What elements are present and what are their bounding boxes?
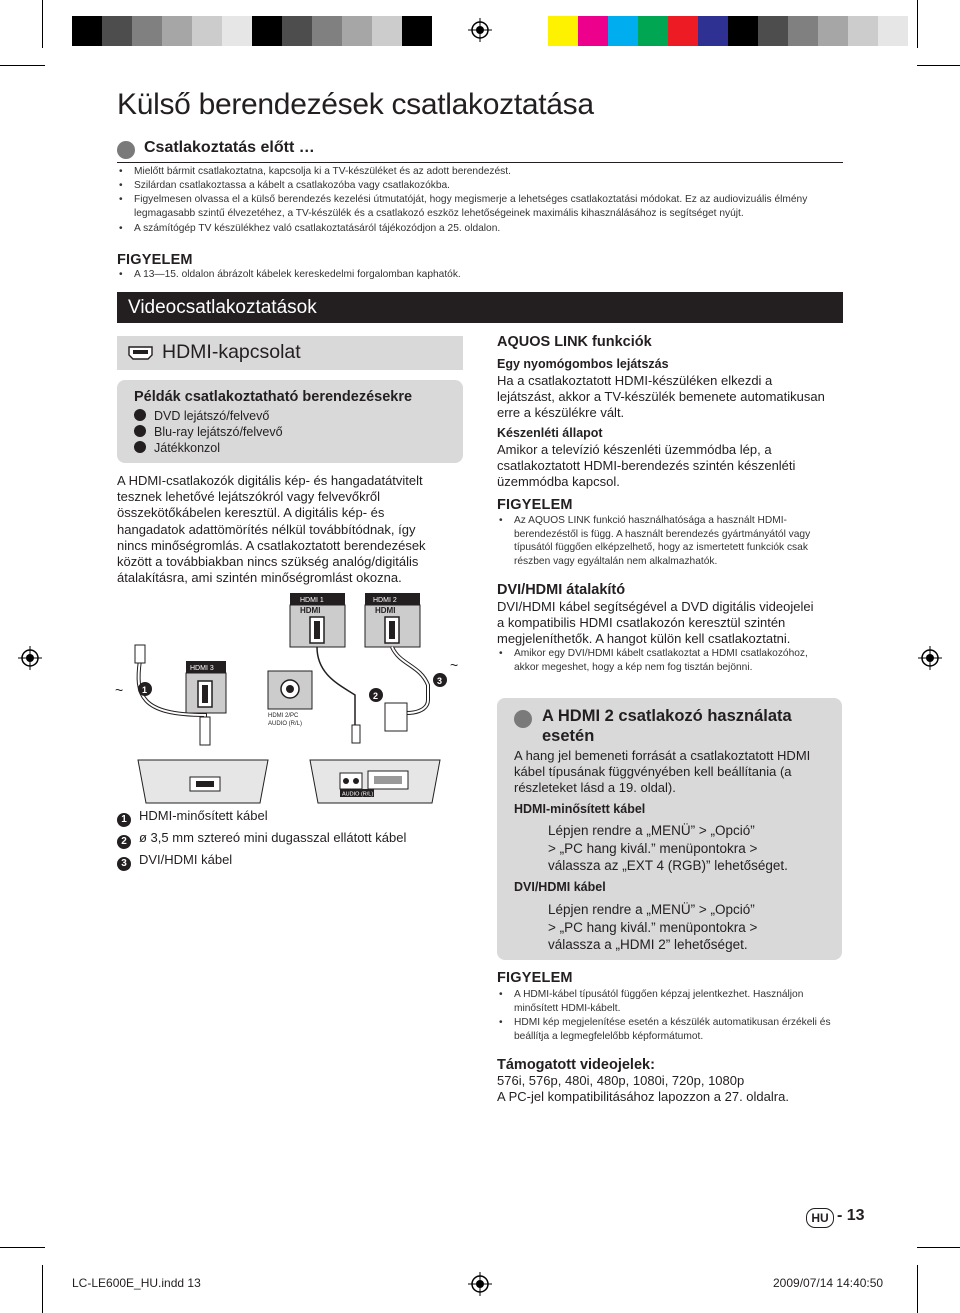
svg-text:~: ~ <box>115 682 124 698</box>
legend-item: 3 DVI/HDMI kábel <box>117 852 232 871</box>
note-title: FIGYELEM <box>497 970 573 986</box>
hdmi-device <box>138 760 268 803</box>
bullet-dot-icon <box>134 441 146 453</box>
svg-text:HDMI 3: HDMI 3 <box>190 665 214 672</box>
svg-text:HDMI: HDMI <box>300 606 321 615</box>
one-touch-text: Ha a csatlakoztatott HDMI-készüléken elkezdi a lejátszást, akkor a TV-készülék bemenete automatikusan erre a készülékre vált. <box>497 373 825 421</box>
svg-text:AUDIO (R/L): AUDIO (R/L) <box>268 721 303 727</box>
before-bullets <box>117 165 845 236</box>
hdmi3-port <box>186 661 226 713</box>
standby-title: Készenléti állapot <box>497 426 603 440</box>
svg-text:~: ~ <box>450 657 459 673</box>
registration-mark-icon <box>468 1272 492 1296</box>
note-title: FIGYELEM <box>117 252 193 268</box>
examples-title: Példák csatlakoztatható berendezésekre <box>134 389 413 405</box>
list-item: • Az AQUOS LINK funkció használhatósága a használt HDMI-berendezéstől is függ. A használt berendezés gyártmányától vagy típusától függően elképzelhető, hogy az ismertetett funkciók csak részben vagy egyáltalán nem alkalmazhatók. <box>497 514 832 568</box>
legend-item: 2 ø 3,5 mm sztereó mini dugasszal ellátott kábel <box>117 830 406 849</box>
registration-mark-icon <box>468 18 492 42</box>
standby-text: Amikor a televízió készenléti üzemmódba lép, a csatlakoztatott HDMI-berendezés szintén készenléti üzemmódba kapcsol. <box>497 442 796 490</box>
hdmi-connection-diagram <box>110 585 470 805</box>
dvi-cable-steps: Lépjen rendre a „MENÜ” > „Opció” > „PC hang kivál.” menüpontokra > válassza a „HDMI 2” lehetőséget. <box>548 902 758 952</box>
section-dot-icon <box>514 710 532 728</box>
list-item: • Amikor egy DVI/HDMI kábelt csatlakoztat a HDMI csatlakozóhoz, akkor megeshet, hogy a kép nem fog tisztán bejönni. <box>497 647 832 674</box>
supported-title: Támogatott videojelek: <box>497 1057 655 1073</box>
aquos-title: AQUOS LINK funkciók <box>497 334 652 350</box>
list-item: • HDMI kép megjelenítése esetén a készülék automatikusan érzékeli és beállítja a legmegfelelőbb képformátumot. <box>497 1016 842 1043</box>
hdmi-paragraph: A HDMI-csatlakozók digitális kép- és hangadatátvitelt tesznek lehetővé lejátszókról vagy felvevőkről összekötőkábelen keresztül. A digitális kép- és hangadatok adattömörítés nélkül továbbítódnak, így nincs minőségromlás. A csatlakoztatott berendezések között a továbbiakban nincs szükség analóg/digitális átalakításra, ami szintén minőségromlást okozna. <box>117 473 426 586</box>
bullet-dot-icon <box>134 409 146 421</box>
hdmi-title: HDMI-kapcsolat <box>162 341 301 363</box>
note-bullets <box>497 988 842 1043</box>
list-item: • A 13—15. oldalon ábrázolt kábelek kereskedelmi forgalomban kaphatók. <box>117 268 845 282</box>
examples-box <box>117 380 463 463</box>
supported-text: 576i, 576p, 480i, 480p, 1080i, 720p, 1080p A PC-jel kompatibilitásához lapozzon a 27. oldalra. <box>497 1073 789 1105</box>
page-number: - 13 <box>837 1207 865 1224</box>
svg-text:1: 1 <box>142 685 148 695</box>
video-section-title: Videocsatlakoztatások <box>128 297 317 318</box>
language-badge: HU <box>806 1208 834 1228</box>
before-title: Csatlakoztatás előtt … <box>144 139 315 156</box>
hdmi2-text: A hang jel bemeneti forrását a csatlakoztatott HDMI kábel típusának függvényében kell beállítania (a részleteket lásd a 19. oldal). <box>514 748 811 796</box>
list-item: • Figyelmesen olvassa el a külső berendezés kezelési útmutatóját, hogy megismerje a lehetséges csatlakoztatási módokat. Ez az audiovizuális élmény legmagasabb szintű élvezetéhez, a TV-készülék és a csatlakozó eszköz lehetőségeinek maximális kihasználásához is segítséget nyújt. <box>117 193 845 220</box>
registration-mark-icon <box>918 646 942 670</box>
page-title: Külső berendezések csatlakoztatása <box>117 88 594 121</box>
hdmi-cert-steps: Lépjen rendre a „MENÜ” > „Opció” > „PC hang kivál.” menüpontokra > válassza az „EXT 4 (RGB)” lehetőséget. <box>548 823 788 873</box>
svg-text:HDMI: HDMI <box>375 606 396 615</box>
legend-item: 1 HDMI-minősített kábel <box>117 808 268 827</box>
svg-text:AUDIO (R/L): AUDIO (R/L) <box>342 791 374 798</box>
note-title: FIGYELEM <box>497 497 573 513</box>
dvi-title: DVI/HDMI átalakító <box>497 582 626 598</box>
hdmi2-title: A HDMI 2 csatlakozó használata esetén <box>542 707 792 745</box>
dvi-bullets <box>497 647 832 674</box>
hdmi-connector-icon <box>128 346 153 360</box>
list-item: • Szilárdan csatlakoztassa a kábelt a csatlakozóba vagy csatlakozókba. <box>117 179 845 193</box>
bullet-dot-icon <box>134 425 146 437</box>
hdmi1-port <box>290 593 345 647</box>
list-item: Játékkonzol <box>134 441 220 455</box>
hdmi2-usage-box <box>497 698 842 960</box>
footer-date: 2009/07/14 14:40:50 <box>773 1276 884 1290</box>
svg-text:HDMI 1: HDMI 1 <box>300 597 324 604</box>
note-bullets <box>497 514 832 568</box>
list-item: DVD lejátszó/felvevő <box>134 409 269 423</box>
list-item: Blu-ray lejátszó/felvevő <box>134 425 283 439</box>
one-touch-title: Egy nyomógombos lejátszás <box>497 357 669 371</box>
svg-text:HDMI 2/PC: HDMI 2/PC <box>268 713 299 719</box>
section-dot-icon <box>117 141 135 159</box>
svg-text:HDMI 2: HDMI 2 <box>373 597 397 604</box>
svg-text:3: 3 <box>437 676 443 686</box>
dvi-text: DVI/HDMI kábel segítségével a DVD digitális videojelei a kompatibilis HDMI csatlakozón keresztül szintén megjeleníthetők. A hangot külön kell csatlakoztatni. <box>497 599 814 647</box>
audio-jack <box>268 671 312 727</box>
before-section-header <box>117 138 843 163</box>
hdmi-heading-box <box>117 336 463 370</box>
dvi-device <box>310 760 440 803</box>
note-bullets <box>117 268 845 282</box>
footer-file: LC-LE600E_HU.indd 13 <box>72 1276 201 1290</box>
dvi-cable-title: DVI/HDMI kábel <box>514 880 606 894</box>
registration-mark-icon <box>18 646 42 670</box>
list-item: • A HDMI-kábel típusától függően képzaj jelentkezhet. Használjon minősített HDMI-kábelt. <box>497 988 842 1015</box>
list-item: • Mielőtt bármit csatlakoztatna, kapcsolja ki a TV-készüléket és az adott berendezést. <box>117 165 845 179</box>
svg-text:2: 2 <box>373 691 379 701</box>
list-item: • A számítógép TV készülékhez való csatlakoztatásáról tájékozódjon a 25. oldalon. <box>117 222 845 236</box>
hdmi-cert-title: HDMI-minősített kábel <box>514 802 646 816</box>
video-section-bar <box>117 292 843 323</box>
hdmi2-port <box>365 593 420 647</box>
